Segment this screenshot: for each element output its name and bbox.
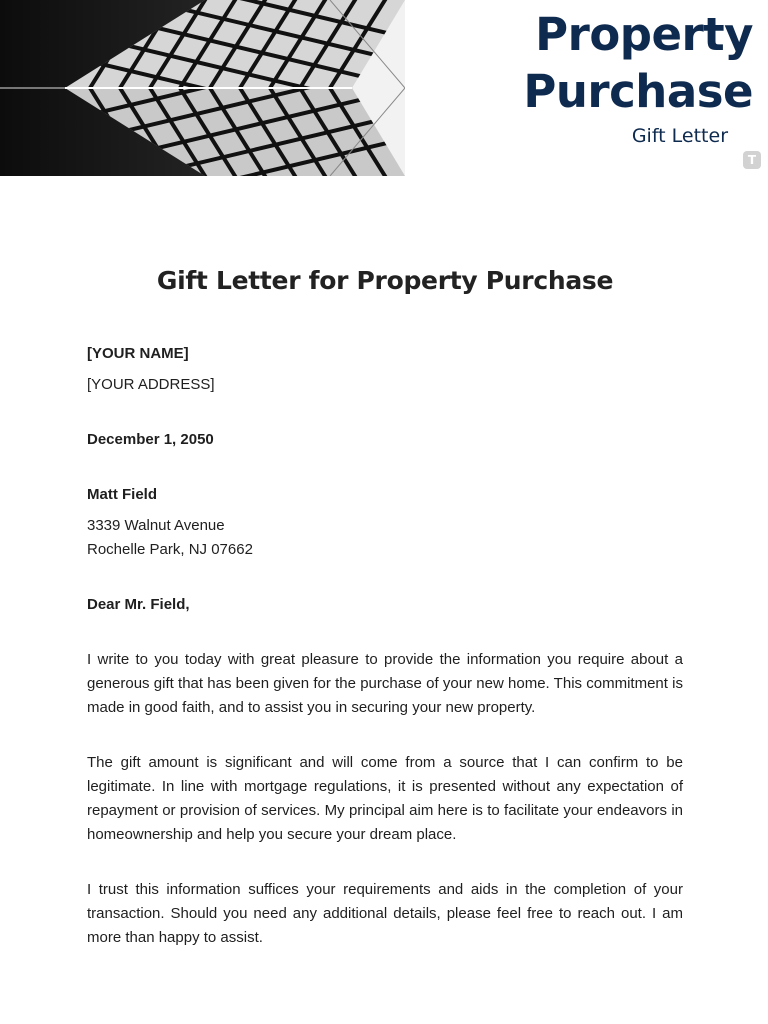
letter-paragraph: The gift amount is significant and will come from a source that I can confirm to be legitimate. In line with mortgage regulations, it is presented without any expectation of repayment or provision of services. My principal aim here is to facilitate your endeavors in homeownership and help you secure your dream place.: [87, 754, 683, 843]
template-logo-icon: T: [743, 151, 761, 169]
letter-paragraph: I trust this information suffices your requirements and aids in the completion of your transaction. Should you need any additional details, please feel free to reach out. I am more than happy to assist.: [87, 881, 683, 946]
building-photo: [0, 0, 405, 176]
letter-paragraph: I write to you today with great pleasure to provide the information you require about a generous gift that has been given for the purchase of your new home. This commitment is made in good faith, and to assist you in securing your new property.: [87, 651, 683, 716]
brand-title-line-2: Purchase: [523, 65, 753, 118]
document-header: [0, 0, 768, 176]
recipient-street: 3339 Walnut Avenue: [87, 517, 225, 534]
letter-body: [87, 264, 683, 981]
salutation: Dear Mr. Field,: [87, 596, 190, 613]
recipient-city: Rochelle Park, NJ 07662: [87, 541, 253, 558]
brand-subtitle: Gift Letter: [631, 125, 728, 147]
recipient-name: Matt Field: [87, 486, 157, 503]
sender-name: [YOUR NAME]: [87, 345, 189, 362]
letter-date: December 1, 2050: [87, 431, 214, 448]
letter-title: Gift Letter for Property Purchase: [156, 266, 614, 295]
sender-address: [YOUR ADDRESS]: [87, 376, 215, 393]
brand-title-block: [523, 6, 753, 148]
brand-title-line-1: Property: [535, 8, 753, 61]
